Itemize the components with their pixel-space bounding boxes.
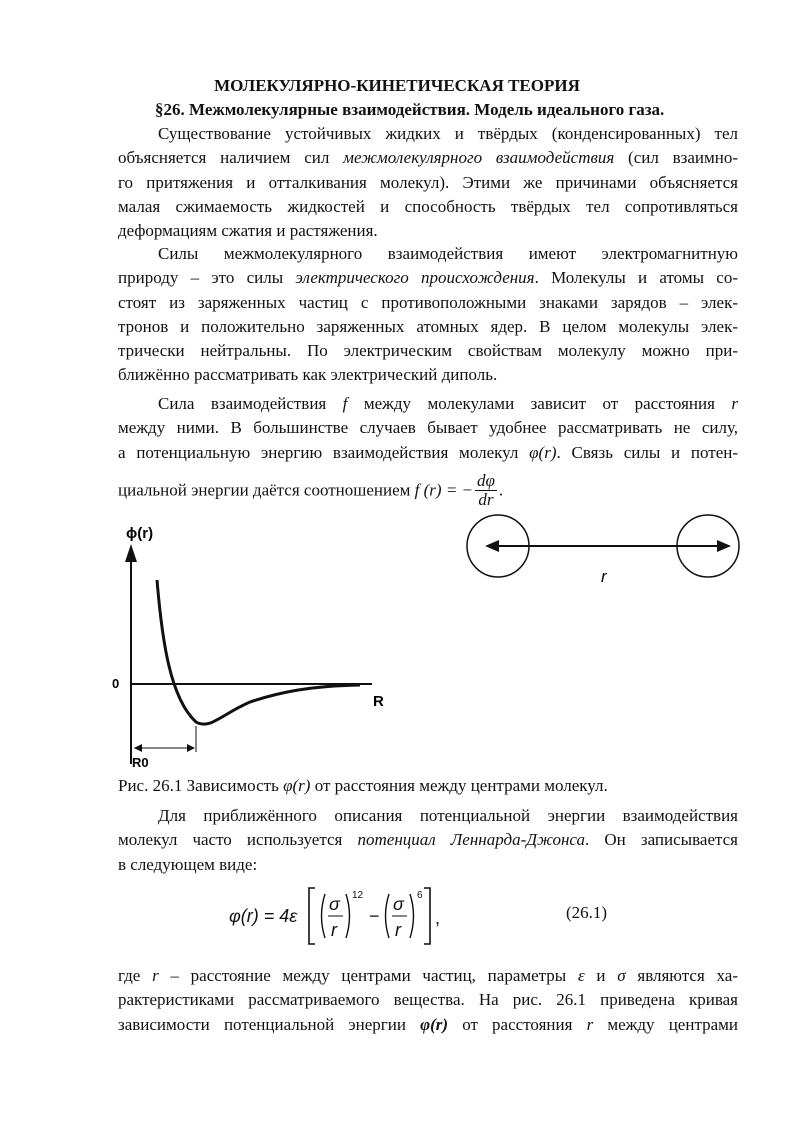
chapter-heading: МОЛЕКУЛЯРНО-КИНЕТИЧЕСКАЯ ТЕОРИЯ — [214, 76, 580, 95]
potential-graph — [110, 520, 410, 770]
italic-term: потенциал Леннарда-Джонса — [357, 830, 586, 850]
exponent-12: 12 — [352, 890, 364, 901]
italic-term: электрического происхождения — [295, 268, 535, 288]
italic-term: межмолекулярного взаимодействия — [343, 148, 615, 168]
text-line: ближённо рассматривать как электрический диполь. — [118, 365, 498, 385]
text-line: молекул часто используется потенциал Леннарда-Джонса. Он записывается — [118, 830, 738, 850]
formula-comma: , — [435, 908, 441, 928]
text-line: Сила взаимодействия f между молекулами зависит от расстояния r — [158, 394, 738, 413]
text-line: малая сжимаемость жидкостей и способность твёрдых тел сопротивляться — [118, 196, 738, 216]
text-line: го притяжения и отталкивания молекул). Этими же причинами объясняется — [118, 172, 738, 192]
text-line: тронов и положительно заряженных атомных ядер. В целом молекулы элек- — [118, 316, 738, 336]
text-line: стоят из заряженных частиц с противоположными знаками зарядов – элек- — [118, 292, 738, 312]
sigma-numerator: σ — [393, 894, 404, 914]
y-axis-arrow — [125, 544, 137, 562]
exponent-6: 6 — [417, 890, 423, 901]
figure-caption: Рис. 26.1 Зависимость φ(r) от расстояния между центрами молекул. — [118, 776, 608, 795]
text-line: где r – расстояние между центрами частиц, параметры ε и σ являются ха- — [118, 966, 738, 985]
paragraph-4 — [118, 804, 738, 877]
potential-curve — [157, 580, 360, 724]
paragraph-5 — [118, 964, 738, 1037]
formula-lhs: φ(r) = 4ε — [229, 906, 298, 926]
text-line: между ними. В большинстве случаев бывает удобнее рассматривать не силу, — [118, 418, 738, 438]
r-denominator: r — [331, 920, 337, 940]
text-line: природу – это силы электрического происхождения. Молекулы и атомы со- — [118, 268, 738, 288]
zero-label: 0 — [112, 676, 120, 691]
text-line: в следующем виде: — [118, 854, 258, 874]
arrow-left — [485, 540, 499, 552]
lennard-jones-formula — [225, 884, 465, 948]
text-line: объясняется наличием сил межмолекулярного взаимодействия (сил взаимно- — [118, 148, 738, 168]
x-axis-label: R — [373, 693, 384, 710]
y-axis-label: ϕ(r) — [126, 525, 154, 542]
paragraph-2 — [118, 242, 738, 388]
text-line: Для приближённого описания потенциальной энергии взаимодействия — [158, 806, 738, 825]
equation-number: (26.1) — [566, 903, 608, 922]
paragraph-3 — [118, 392, 738, 465]
distance-label: r — [601, 567, 607, 586]
molecules-diagram — [455, 510, 755, 600]
derivative-fraction: $\frac{d\varphi}{dr}$ — [477, 471, 495, 509]
text-line: Существование устойчивых жидких и твёрдых (конденсированных) тел — [158, 124, 738, 143]
paragraph-1 — [118, 122, 738, 243]
r-denominator: r — [395, 920, 401, 940]
text-line: Силы межмолекулярного взаимодействия имеют электромагнитную — [158, 244, 738, 263]
r0-arrow-left — [134, 744, 142, 752]
sigma-numerator: σ — [329, 894, 340, 914]
force-formula: f (r) = − — [414, 480, 474, 500]
arrow-right — [717, 540, 731, 552]
r0-arrow-right — [187, 744, 195, 752]
text-line: а потенциальную энергию взаимодействия молекул φ(r). Связь силы и потен- — [118, 442, 739, 462]
text-line: рактеристиками рассматриваемого вещества. На рис. 26.1 приведена кривая — [118, 990, 738, 1010]
text-line: зависимости потенциальной энергии φ(r) от расстояния r между центрами — [118, 1014, 738, 1034]
relation-line: циальной энергии даётся соотношением f (r) = − $\frac{d\varphi}{dr}$ . — [118, 471, 504, 509]
minus-sign: − — [369, 906, 380, 926]
r0-label: R0 — [132, 755, 149, 770]
text-line: трически нейтральны. По электрическим свойствам молекулу можно при- — [118, 341, 738, 361]
phi-symbol: φ(r) — [420, 1014, 449, 1034]
text-line: деформациям сжатия и растяжения. — [118, 221, 378, 241]
section-heading: §26. Межмолекулярные взаимодействия. Модель идеального газа. — [155, 100, 665, 119]
